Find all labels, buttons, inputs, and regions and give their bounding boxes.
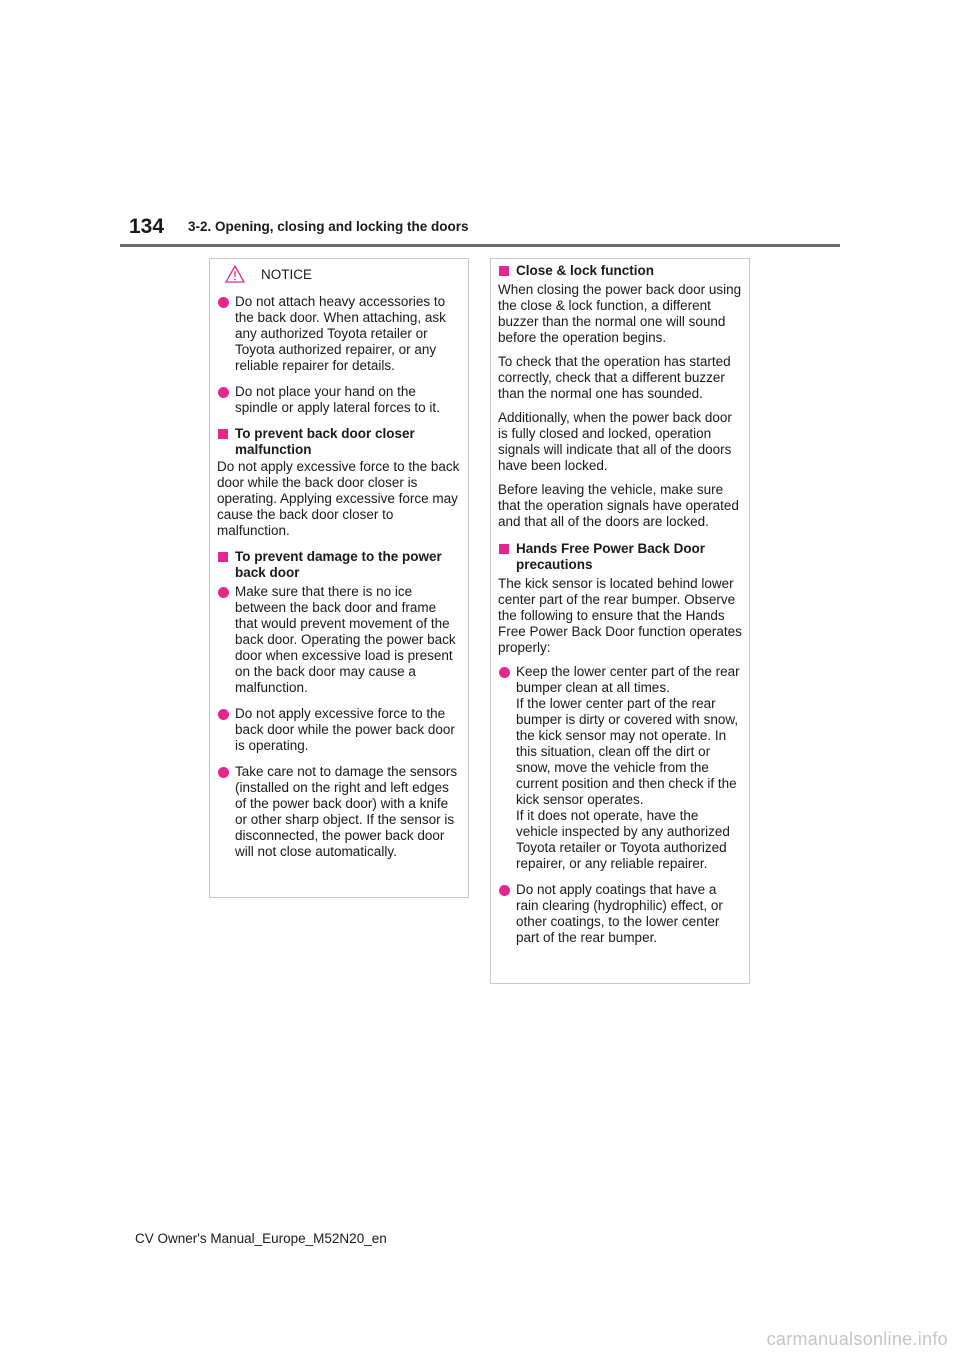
subheading (498, 263, 742, 279)
notice-label: NOTICE (261, 267, 313, 282)
square-marker-icon (499, 266, 509, 276)
bullet-text: Do not apply coatings that have a rain clearing (hydrophilic) effect, or other coatings, to the lower center part of the rear bumper. (516, 882, 723, 945)
subheading (217, 426, 461, 458)
bullet-icon (218, 387, 229, 398)
info-panel (490, 258, 750, 984)
warning-triangle-icon (225, 265, 245, 283)
watermark: carmanualsonline.info (766, 1329, 948, 1349)
paragraph: When closing the power back door using the close & lock function, a different buzzer than the normal one will sound before the operation begins. (498, 282, 742, 345)
subheading-text: Close & lock function (516, 263, 655, 278)
bullet-icon (218, 709, 229, 720)
bullet-icon (499, 885, 510, 896)
notice-text: Do not apply excessive force to the back door while the power back door is operating. (235, 706, 455, 753)
notice-text: Do not place your hand on the spindle or apply lateral forces to it. (235, 384, 440, 415)
list-item (498, 882, 742, 946)
page-number: 134 (129, 215, 165, 238)
subheading-text: To prevent damage to the power back door (235, 549, 442, 580)
bullet-icon (499, 667, 510, 678)
square-marker-icon (218, 429, 228, 439)
paragraph: Before leaving the vehicle, make sure that the operation signals have operated and that all of the doors are locked. (498, 482, 739, 529)
square-marker-icon (499, 544, 509, 554)
list-item (217, 584, 461, 696)
list-item (498, 664, 742, 872)
bullet-text: If the lower center part of the rear bumper is dirty or covered with snow, the kick sensor may not operate. In this situation, clean off the dirt or snow, move the vehicle from the current position and then check if the kick sensor operates. (516, 696, 739, 807)
square-marker-icon (218, 552, 228, 562)
subheading-text: Hands Free Power Back Door precautions (516, 541, 706, 572)
subheading (217, 549, 461, 581)
list-item (217, 706, 461, 754)
notice-text: Make sure that there is no ice between the back door and frame that would prevent movement of the back door. Operating the power back door when excessive load is present on the back door may cause a malfunction. (235, 584, 456, 695)
bullet-icon (218, 297, 229, 308)
notice-header (210, 263, 468, 287)
section-title: 3-2. Opening, closing and locking the doors (188, 219, 469, 234)
bullet-icon (218, 767, 229, 778)
list-item (217, 764, 461, 860)
notice-text: Take care not to damage the sensors (installed on the right and left edges of the power back door) with a knife or other sharp object. If the sensor is disconnected, the power back door will not close automatically. (235, 764, 458, 859)
paragraph: The kick sensor is located behind lower center part of the rear bumper. Observe the following to ensure that the Hands Free Power Back Door function operates properly: (498, 576, 742, 655)
footer-text: CV Owner's Manual_Europe_M52N20_en (135, 1231, 387, 1246)
bullet-icon (218, 587, 229, 598)
bullet-text: Keep the lower center part of the rear bumper clean at all times. (516, 664, 740, 695)
subheading-text: To prevent back door closer malfunction (235, 426, 415, 457)
bullet-text: If it does not operate, have the vehicle inspected by any authorized Toyota retailer or Toyota authorized repairer, or any reliable repairer. (516, 808, 730, 871)
paragraph: To check that the operation has started correctly, check that a different buzzer than the normal one has sounded. (498, 354, 731, 401)
notice-panel (209, 258, 469, 898)
paragraph: Additionally, when the power back door is fully closed and locked, operation signals will indicate that all of the doors have been locked. (498, 410, 732, 473)
paragraph: Do not apply excessive force to the back door while the back door closer is operating. Applying excessive force may cause the back door closer to malfunction. (217, 459, 460, 538)
list-item (217, 384, 461, 416)
list-item (217, 294, 461, 374)
notice-text: Do not attach heavy accessories to the back door. When attaching, ask any authorized Toyota retailer or Toyota authorized repairer, or any reliable repairer for details. (235, 294, 446, 373)
header-rule (120, 244, 840, 247)
subheading (498, 541, 742, 573)
